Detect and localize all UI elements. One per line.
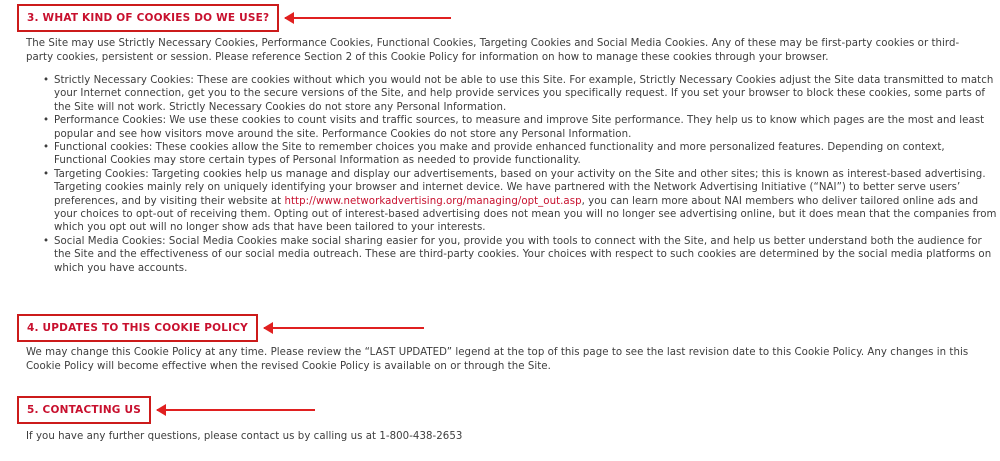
list-item-social-media: • Social Media Cookies: Social Media Cookies make social sharing easier for you, provide you with tools to connect with the Site, and help us better understand both the audience for the Site and the effectiveness of our social media outreach. These are third-party cookies. Your choices with respect to such cookies are determined by the social media platforms on which you have accounts. [54,235,1000,275]
section-3-heading-box [17,4,279,32]
section-5-heading-box [17,396,151,424]
cookie-types-list [36,74,1000,275]
section-4-heading-box [17,314,258,342]
section-4-body: We may change this Cookie Policy at any time. Please review the “LAST UPDATED” legend at the top of this page to see the last revision date to this Cookie Policy. Any changes in this Cookie Policy will become effective when the revised Cookie Policy is available on or through the Site. [26,347,969,372]
annotation-arrow-icon [285,17,451,19]
targeting-text-after: , you can learn more about NAI members who deliver tailored online ads and your choices to opt-out of receiving them. Opting out of interest-based advertising does not mean you will no longer see advertising online, but it does mean that the companies from which you opt out will no longer show ads that have been tailored to your interests. [54,195,997,234]
section-5-body: If you have any further questions, please contact us by calling us at 1-800-438-2653 [26,431,463,442]
section-3-header [17,4,451,32]
section-5-heading: 5. CONTACTING US [27,404,141,416]
section-4-heading: 4. UPDATES TO THIS COOKIE POLICY [27,322,248,334]
section-3-heading: 3. WHAT KIND OF COOKIES DO WE USE? [27,12,270,24]
list-item-targeting [54,168,1000,235]
annotation-arrow-icon [264,327,424,329]
annotation-arrow-icon [157,409,315,411]
targeting-text-before: Targeting Cookies: Targeting cookies help us manage and display our advertisements, based on your activity on the Site and other sites; this is known as interest-based advertising. Targeting cookies mainly rely on uniquely identifying your browser and internet device. We have partnered with the Network Advertising Initiative (“NAI”) to better serve users’ preferences, and by visiting their website at [54,168,986,207]
section-5-header [17,396,315,424]
section-3-intro: The Site may use Strictly Necessary Cookies, Performance Cookies, Functional Cookies, Targeting Cookies and Social Media Cookies. Any of these may be first-party cookies or third-party cookies, persistent or session. Please reference Section 2 of this Cookie Policy for information on how to manage these cookies through your browser. [26,38,960,63]
list-item-functional: • Functional cookies: These cookies allow the Site to remember choices you make and provide enhanced functionality and more personalized features. Depending on context, Functional Cookies may store certain types of Personal Information as needed to provide functionality. [54,141,1000,168]
nai-opt-out-link[interactable]: http://www.networkadvertising.org/managing/opt_out.asp [284,195,582,207]
list-item-strictly-necessary: • Strictly Necessary Cookies: These are cookies without which you would not be able to use this Site. For example, Strictly Necessary Cookies adjust the Site data transmitted to match your Internet connection, get you to the secure versions of the Site, and help provide services you specifically request. If you set your browser to block these cookies, some parts of the Site will not work. Strictly Necessary Cookies do not store any Personal Information. [54,74,1000,114]
section-4-header [17,314,424,342]
list-item-performance: • Performance Cookies: We use these cookies to count visits and traffic sources, to measure and improve Site performance. They help us to know which pages are the most and least popular and see how visitors move around the site. Performance Cookies do not store any Personal Information. [54,114,1000,141]
